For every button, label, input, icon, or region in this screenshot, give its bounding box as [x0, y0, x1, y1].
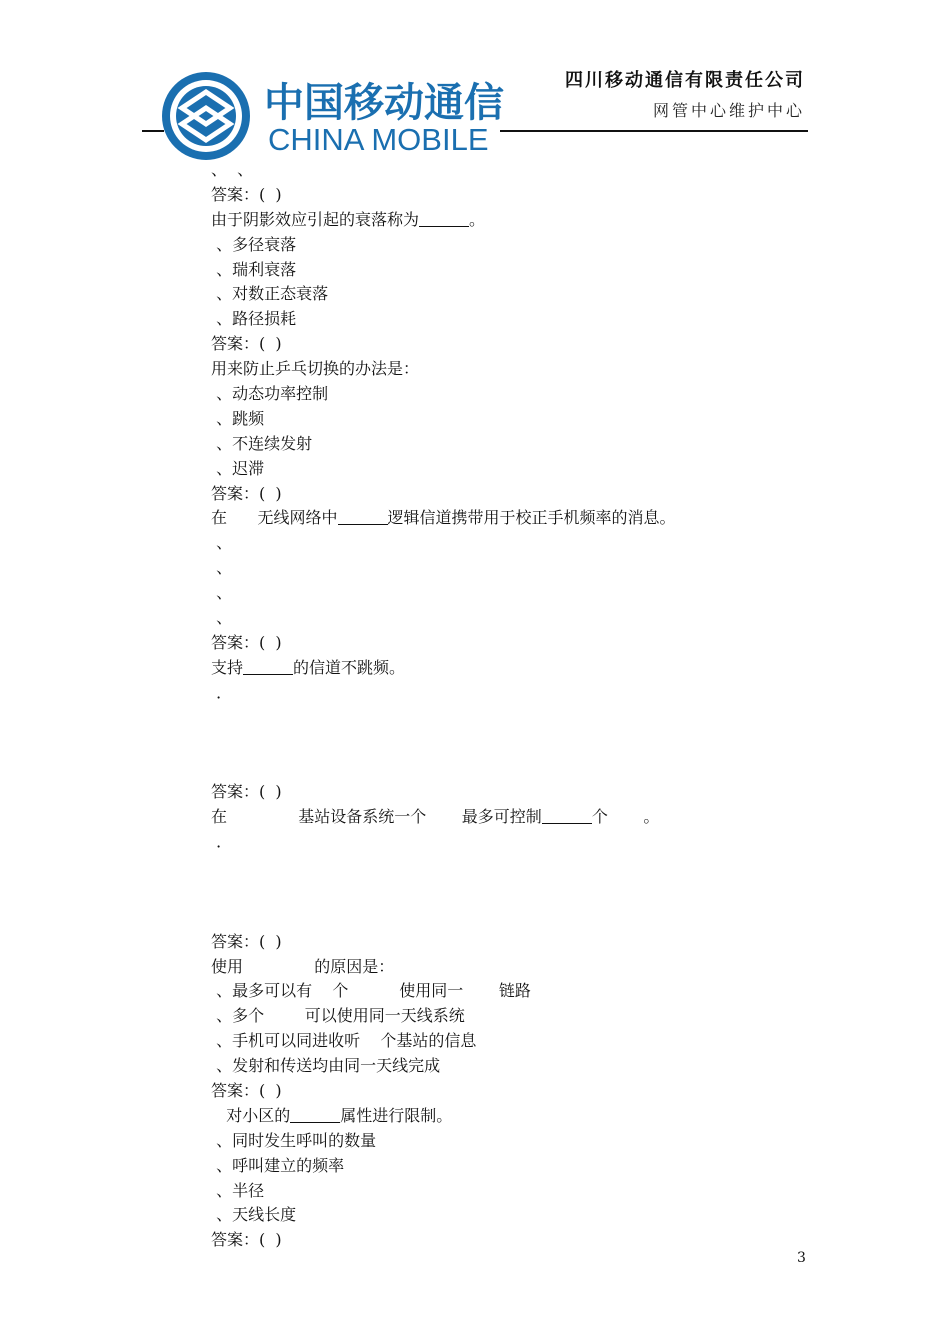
fill-in-blank — [243, 658, 293, 675]
line-text-after: 个 。 — [591, 807, 660, 827]
text-line — [211, 706, 811, 731]
text-line: 、路径损耗 — [211, 309, 297, 329]
text-line: 、发射和传送均由同一天线完成 — [211, 1056, 441, 1076]
line-text-after: 属性进行限制。 — [340, 1105, 453, 1125]
text-line — [211, 880, 811, 905]
china-mobile-logo — [160, 70, 505, 162]
text-line: 、呼叫建立的频率 — [211, 1155, 345, 1175]
text-line: 答案：( ) — [211, 782, 282, 802]
text-line: 答案：( ) — [211, 1230, 282, 1250]
line-text-before: 在 无线网络中 — [211, 508, 338, 528]
line-text-after: 逻辑信道携带用于校正手机频率的消息。 — [387, 508, 676, 528]
text-line: 、多个 可以使用同一天线系统 — [211, 1006, 465, 1026]
text-line: 答案：( ) — [211, 483, 282, 503]
text-line — [211, 208, 811, 233]
text-line: 、手机可以同进收听 个基站的信息 — [211, 1031, 477, 1051]
line-text-before: 由于阴影效应引起的衰落称为 — [211, 209, 420, 229]
china-mobile-emblem-icon — [162, 72, 250, 160]
text-line: 、半径 — [211, 1180, 265, 1200]
text-line: 答案：( ) — [211, 1080, 282, 1100]
text-line: 、 — [211, 533, 233, 553]
line-text-before: 支持 — [211, 657, 244, 677]
fill-in-blank — [338, 508, 388, 525]
text-line — [211, 905, 811, 930]
text-line: 、 、 — [211, 160, 254, 179]
text-line: 答案：( ) — [211, 632, 282, 652]
text-line: 、跳频 — [211, 408, 265, 428]
text-line — [211, 1104, 811, 1129]
fill-in-blank — [542, 807, 592, 824]
text-line: 、天线长度 — [211, 1205, 297, 1225]
header-rule-right — [500, 130, 808, 132]
text-line: ． — [211, 682, 233, 702]
text-line: 、对数正态衰落 — [211, 284, 329, 304]
text-line: 使用 的原因是： — [211, 956, 395, 976]
department-name: 网管中心维护中心 — [652, 101, 805, 120]
page-header — [0, 0, 950, 170]
text-line: 答案：( ) — [211, 184, 282, 204]
line-text-before: 对小区的 — [211, 1105, 291, 1125]
line-text-after: 的信道不跳频。 — [293, 657, 406, 677]
text-line — [211, 755, 811, 780]
text-line: 、多径衰落 — [211, 234, 297, 254]
text-line: 、迟滞 — [211, 458, 265, 478]
text-line — [211, 506, 811, 531]
text-line — [211, 656, 811, 681]
document-body — [211, 158, 811, 1253]
text-line — [211, 855, 811, 880]
text-line: 、最多可以有 个 使用同一 链路 — [211, 981, 531, 1001]
text-line: 答案：( ) — [211, 334, 282, 354]
text-line: 、 — [211, 558, 233, 578]
text-line: 、 — [211, 583, 233, 603]
text-line: 、动态功率控制 — [211, 384, 329, 404]
line-text-after: 。 — [469, 209, 486, 229]
text-line: 、 — [211, 608, 233, 628]
text-line: 答案：( ) — [211, 931, 282, 951]
text-line: 、不连续发射 — [211, 433, 313, 453]
text-line: 、瑞利衰落 — [211, 259, 297, 279]
fill-in-blank — [419, 210, 469, 227]
text-line — [211, 730, 811, 755]
text-line: 、同时发生呼叫的数量 — [211, 1130, 377, 1150]
line-text-before: 在 基站设备系统一个 最多可控制 — [211, 807, 542, 827]
page-number: 3 — [797, 1250, 806, 1266]
company-name: 四川移动通信有限责任公司 — [565, 70, 805, 91]
logo-en-text: CHINA MOBILE — [268, 122, 489, 157]
text-line: 用来防止乒乓切换的办法是： — [211, 359, 420, 379]
fill-in-blank — [290, 1106, 340, 1123]
logo-cn-text: 中国移动通信 — [264, 80, 504, 126]
text-line — [211, 805, 811, 830]
text-line: ． — [211, 832, 233, 852]
